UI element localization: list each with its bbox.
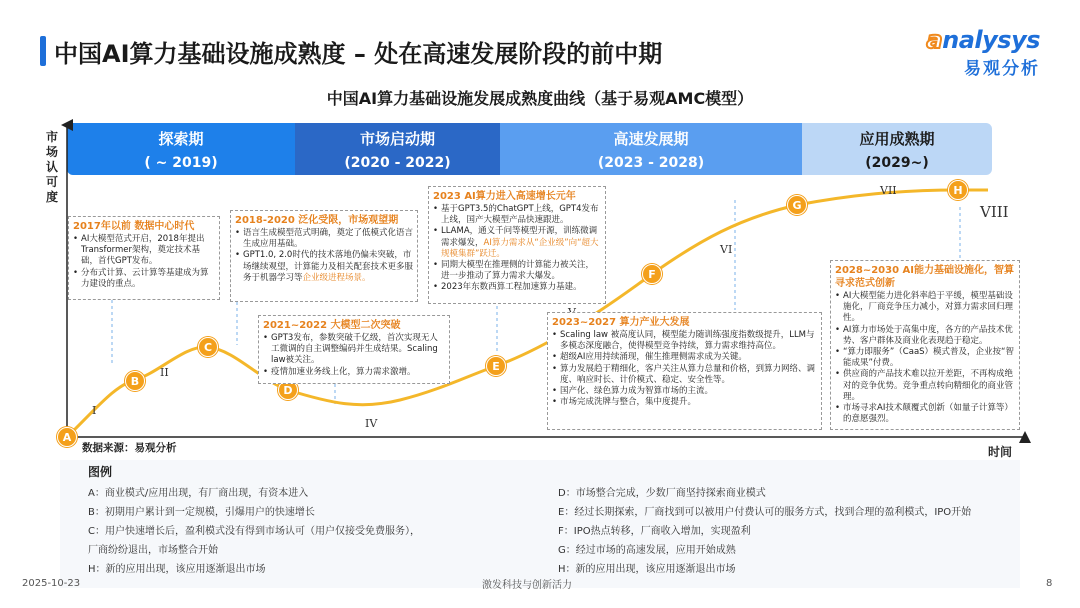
stage-range: (2029~) <box>865 155 929 171</box>
legend-item: F：IPO热点转移，厂商收入增加，实现盈利 <box>558 526 751 537</box>
chart-title: 中国AI算力基础设施发展成熟度曲线（基于易观AMC模型） <box>326 89 754 108</box>
phase-numeral: IV <box>365 417 378 430</box>
annotation-box-2028-2030 <box>830 260 1020 430</box>
data-source: 数据来源：易观分析 <box>82 442 177 454</box>
legend-item: C：用户快速增长后，盈利模式没有得到市场认可（用户仅接受免费服务）， <box>88 526 420 537</box>
curve-point-b: B <box>125 371 145 391</box>
curve-point-a: A <box>57 427 77 447</box>
page-number: 8 <box>1046 578 1053 589</box>
annotation-box-2021-2022 <box>258 315 450 384</box>
box-item: • “算力即服务”（CaaS）模式普及，企业按“智能成果”付费。 <box>835 347 1015 369</box>
stage-range: (2023 - 2028) <box>597 155 705 171</box>
stage-name: 市场启动期 <box>359 130 435 148</box>
stage-name: 应用成熟期 <box>859 130 935 148</box>
phase-numeral: VIII <box>980 203 1009 221</box>
box-item: • 分布式计算、云计算等基建成为算力建设的重点。 <box>73 268 215 290</box>
box-item: • 基于GPT3.5的ChatGPT上线，GPT4发布上线，国产大模型产品快速跟进。 <box>433 204 601 226</box>
highlight-text: AI算力需求从“企业级”向“超大规模集群”跃迁。 <box>441 237 599 259</box>
box-item: • Scaling law 被高度认同，模型能力随训练强度指数级提升，LLM与多模态深度融合，使得模型竞争持续，算力需求维持高位。 <box>552 330 817 352</box>
box-item: • GPT1.0, 2.0时代的技术落地仍偏未突破，市场继续观望，计算能力及相关配套技术更多服务于机器学习等企业级进程场景。 <box>235 250 413 284</box>
stage-range: ( ~ 2019) <box>144 155 218 171</box>
phase-numeral: II <box>160 366 169 379</box>
box-title: 2028~2030 AI能力基础设施化，智算寻求范式创新 <box>835 265 1014 289</box>
page-title: 中国AI算力基础设施成熟度 – 处在高速发展阶段的前中期 <box>54 40 663 68</box>
box-item: • 2023年东数西算工程加速算力基建。 <box>433 282 601 293</box>
box-item: • 供应商的产品技术难以拉开差距，不再构成绝对的竞争优势。竞争重点转向精细化的商业管理。 <box>835 369 1015 403</box>
curve-point-c: C <box>198 337 218 357</box>
highlight-text: 企业级进程场景。 <box>302 272 371 283</box>
legend-right-column <box>558 484 1018 579</box>
legend-item: B：初期用户累计到一定规模，引爆用户的快速增长 <box>88 507 315 518</box>
box-item: • 算力发展趋于精细化，客户关注从算力总量和价格，到算力网络、调度、响应时长、计价模式、稳定、安全性等。 <box>552 364 817 386</box>
box-item: • AI算力市场处于高集中度，各方的产品技术优势、客户群体及商业化表现趋于稳定。 <box>835 325 1015 347</box>
box-title: 2021~2022 大模型二次突破 <box>263 320 401 331</box>
box-item: • 市场完成洗牌与整合，集中度提升。 <box>552 397 817 408</box>
logo-wordmark: analysys <box>926 26 1040 54</box>
box-title: 2023 AI算力进入高速增长元年 <box>433 191 576 202</box>
legend-item: H：新的应用出现，该应用逐渐退出市场 <box>558 564 736 575</box>
x-axis-label: 时间 <box>988 445 1013 459</box>
box-item: • 同期大模型在推理侧的计算能力被关注，进一步推动了算力需求大爆发。 <box>433 260 601 282</box>
box-title: 2018-2020 泛化受限，市场观望期 <box>235 215 399 226</box>
box-item: • AI大模型能力进化斜率趋于平缓，模型基础设施化，厂商竞争压力减小，对算力需求回归理性。 <box>835 291 1015 325</box>
legend-item: G：经过市场的高速发展，应用开始成熟 <box>558 545 736 556</box>
curve-point-h: H <box>948 180 968 200</box>
box-item: • 市场寻求AI技术颠覆式创新（如量子计算等）的意愿强烈。 <box>835 403 1015 425</box>
box-item: • LLAMA，通义千问等模型开源，训练微调需求爆发，AI算力需求从“企业级”向“超大规模集群”跃迁。 <box>433 226 601 260</box>
curve-point-g: G <box>787 195 807 215</box>
stage-name: 探索期 <box>158 130 204 148</box>
annotation-box-2017 <box>68 216 220 300</box>
box-item: • AI大模型范式开启，2018年提出Transformer架构，奠定技术基础，首代GPT发布。 <box>73 234 215 268</box>
stage-name: 高速发展期 <box>613 130 689 148</box>
legend-left-column <box>88 484 518 579</box>
stage-range: (2020 - 2022) <box>344 155 451 171</box>
legend-title: 图例 <box>88 465 113 479</box>
legend-item: D：市场整合完成，少数厂商坚持探索商业模式 <box>558 488 766 499</box>
phase-numeral: I <box>92 404 97 417</box>
curve-point-f: F <box>642 264 662 284</box>
legend-item: H：新的应用出现，该应用逐渐退出市场 <box>88 564 266 575</box>
logo-chinese-name: 易观分析 <box>964 59 1040 79</box>
annotation-box-2018-2020 <box>230 210 418 302</box>
legend-item: E：经过长期探索，厂商找到可以被用户付费认可的服务方式，找到合理的盈利模式，IPO开始 <box>558 507 972 518</box>
phase-numeral: VI <box>720 243 733 256</box>
legend-item: 厂商纷纷退出，市场整合开始 <box>88 545 218 556</box>
footer-date: 2025-10-23 <box>22 578 81 589</box>
annotation-box-2023 <box>428 186 606 304</box>
box-item: • 疫情加速业务线上化，算力需求激增。 <box>263 367 445 378</box>
box-title: 2023~2027 算力产业大发展 <box>552 317 690 328</box>
phase-numeral: VII <box>880 184 897 197</box>
legend-item: A：商业模式/应用出现，有厂商出现，有资本进入 <box>88 488 309 499</box>
y-axis-label: 市场认可度 <box>46 130 59 204</box>
curve-point-d: D <box>278 380 298 400</box>
box-item: • 超级AI应用持续涌现，催生推理侧需求成为关键。 <box>552 352 817 363</box>
box-item: • 语言生成模型范式明确，奠定了低模式化语言生成应用基础。 <box>235 228 413 250</box>
box-item: • GPT3发布，参数突破千亿级，首次实现无人工微调的自主调整编码并生成结果。Scaling law被关注。 <box>263 333 445 367</box>
footer-slogan: 激发科技与创新活力 <box>482 580 572 591</box>
curve-point-e: E <box>486 356 506 376</box>
annotation-box-2023-2027 <box>547 312 822 430</box>
box-title: 2017年以前 数据中心时代 <box>73 221 195 232</box>
box-item: • 国产化、绿色算力成为智算市场的主流。 <box>552 386 817 397</box>
